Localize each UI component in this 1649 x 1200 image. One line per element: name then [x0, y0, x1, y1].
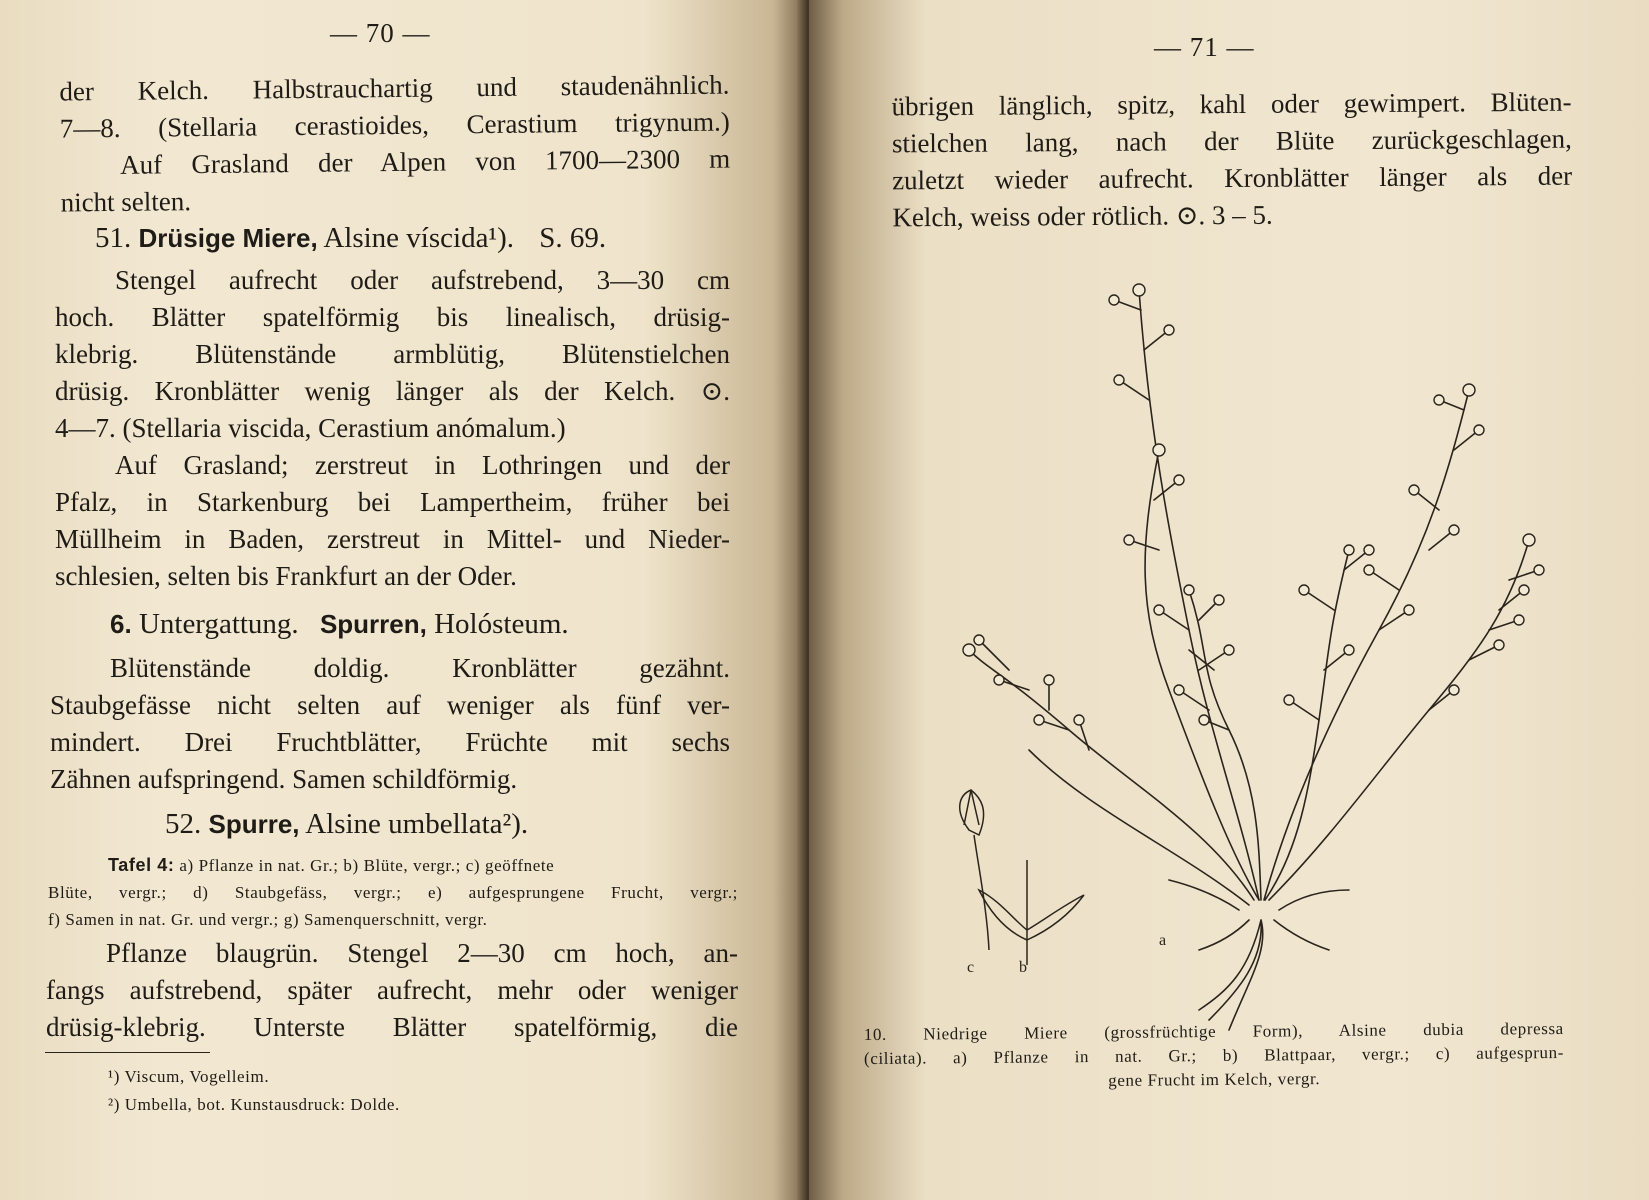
caption-line: 10. Niedrige Miere (grossfrüchtige Form), Alsine dubia depressa: [863, 1018, 1564, 1045]
plant-pedicels: [1289, 550, 1369, 720]
species-ref: S. 69.: [539, 222, 607, 254]
flower-bud: [1044, 675, 1054, 685]
footnote: ¹) Viscum, Vogelleim.: [108, 1067, 270, 1086]
flower-bud: [1109, 295, 1119, 305]
flower-bud: [1519, 585, 1529, 595]
flower-bud: [1199, 715, 1209, 725]
plant-stem: [1139, 290, 1259, 900]
tafel-label: Tafel 4:: [108, 855, 175, 875]
subgenus-name: Spurren,: [319, 609, 427, 639]
plant-stem: [1029, 750, 1249, 905]
text-line: Staubgefässe nicht selten auf weniger als fünf ver-: [50, 690, 730, 720]
text-line: fangs aufstrebend, später aufrecht, mehr oder weniger: [46, 975, 738, 1005]
species-52-heading: [165, 808, 528, 841]
flower-bud: [1174, 685, 1184, 695]
tafel-reference: [48, 852, 738, 933]
page-number-left: — 70 —: [330, 18, 431, 48]
footnote: ²) Umbella, bot. Kunstausdruck: Dolde.: [108, 1095, 400, 1114]
species-51-text: [55, 262, 730, 595]
flower-bud: [994, 675, 1004, 685]
tafel-line: Blüte, vergr.; d) Staubgefäss, vergr.; e) aufgesprungene Frucht, vergr.;: [48, 883, 738, 902]
subgenus-6-heading: [110, 608, 569, 641]
text-line: 7—8. (Stellaria cerastioides, Cerastium trigynum.): [59, 106, 730, 144]
figure-label-b: b: [1019, 959, 1027, 976]
text-line: drüsig. Kronblätter wenig länger als der Kelch. ⊙.: [55, 376, 730, 406]
text-line: nicht selten.: [60, 186, 192, 218]
flower-bud: [1344, 645, 1354, 655]
subgenus-label: Untergattung.: [138, 608, 299, 640]
text-line: zuletzt wieder aufrecht. Kronblätter länger als der: [892, 160, 1573, 196]
plant-stem: [1189, 590, 1261, 900]
flower-bud: [1364, 545, 1374, 555]
text-line: Auf Grasland der Alpen von 1700—2300 m: [120, 143, 731, 180]
species-name: Drüsige Miere,: [138, 223, 318, 253]
text-line: mindert. Drei Fruchtblätter, Früchte mit sechs: [50, 727, 730, 757]
text-line: drüsig-klebrig. Unterste Blätter spatelförmig, die: [46, 1012, 738, 1042]
plant-stem: [1265, 550, 1349, 900]
detail-fruit-calyx: [960, 790, 989, 950]
species-latin: Alsine umbellata²).: [305, 808, 529, 840]
flower-bud: [974, 635, 984, 645]
flower-bud: [1409, 485, 1419, 495]
text-line: Pflanze blaugrün. Stengel 2—30 cm hoch, an-: [106, 938, 738, 968]
flower-bud: [1449, 685, 1459, 695]
flower-bud: [1299, 585, 1309, 595]
tafel-line: f) Samen in nat. Gr. und vergr.; g) Samenquerschnitt, vergr.: [48, 910, 488, 929]
text-line: 4—7. (Stellaria viscida, Cerastium anómalum.): [55, 413, 566, 443]
flower-bud: [1364, 565, 1374, 575]
flower-bud: [1344, 545, 1354, 555]
page-number-right: — 71 —: [1154, 32, 1255, 62]
text-line: klebrig. Blütenstände armblütig, Blütenstielchen: [55, 339, 730, 369]
text-line: Blütenstände doldig. Kronblätter gezähnt.: [110, 653, 730, 683]
flower-bud: [1434, 395, 1444, 405]
text-line: schlesien, selten bis Frankfurt an der Oder.: [55, 561, 517, 591]
flower-bud: [1284, 695, 1294, 705]
left-top-text: [59, 66, 731, 221]
text-line: Pfalz, in Starkenburg bei Lampertheim, früher bei: [55, 487, 730, 517]
text-line: hoch. Blätter spatelförmig bis linealisch, drüsig-: [55, 302, 730, 332]
right-page: [809, 0, 1649, 1200]
text-line: übrigen länglich, spitz, kahl oder gewimpert. Blüten-: [891, 86, 1572, 122]
flower-bud: [1463, 384, 1475, 396]
detail-leaf-pair: [979, 860, 1084, 965]
subgenus-number: 6.: [110, 609, 132, 639]
flower-bud: [1124, 535, 1134, 545]
figure-label-a: a: [1159, 932, 1167, 949]
flower-bud: [1114, 375, 1124, 385]
tafel-line: a) Pflanze in nat. Gr.; b) Blüte, vergr.; c) geöffnete: [179, 856, 555, 875]
caption-line: gene Frucht im Kelch, vergr.: [1108, 1069, 1321, 1090]
right-top-text: [891, 84, 1572, 237]
flower-bud: [1133, 284, 1145, 296]
species-number: 51.: [95, 222, 132, 254]
flower-bud: [1034, 715, 1044, 725]
figure-caption: [864, 1017, 1565, 1095]
text-line: Zähnen aufspringend. Samen schildförmig.: [50, 764, 518, 794]
flower-bud: [1534, 565, 1544, 575]
species-51-heading: [95, 222, 606, 255]
text-line: Auf Grasland; zerstreut in Lothringen und der: [115, 450, 730, 480]
plant-stem: [1264, 390, 1469, 900]
footnotes: [108, 1063, 400, 1119]
flower-bud: [1074, 715, 1084, 725]
footnote-rule: [45, 1052, 210, 1053]
species-name: Spurre,: [208, 809, 300, 839]
flower-bud: [1523, 534, 1535, 546]
subgenus-latin: Holósteum.: [434, 608, 569, 640]
text-line: Stengel aufrecht oder aufstrebend, 3—30 cm: [115, 265, 730, 295]
plant-pedicels: [1114, 300, 1229, 710]
flower-bud: [1184, 585, 1194, 595]
subgenus-6-text: [50, 650, 730, 798]
caption-line: (ciliata). a) Pflanze in nat. Gr.; b) Blattpaar, vergr.; c) aufgesprun-: [863, 1042, 1565, 1069]
text-line: stielchen lang, nach der Blüte zurückgeschlagen,: [891, 123, 1572, 159]
flower-bud: [1224, 645, 1234, 655]
flower-bud: [1514, 615, 1524, 625]
species-number: 52.: [165, 808, 202, 840]
flower-bud: [1154, 605, 1164, 615]
flower-bud: [1474, 425, 1484, 435]
plant-illustration: [909, 250, 1589, 1040]
species-52-text: [46, 935, 738, 1046]
plant-pedicels: [1369, 400, 1479, 630]
flower-bud: [1153, 444, 1165, 456]
text-line: Kelch, weiss oder rötlich. ⊙. 3 – 5.: [892, 199, 1273, 233]
text-line: Müllheim in Baden, zerstreut in Mittel- und Nieder-: [55, 524, 730, 554]
roots: [1199, 920, 1263, 1030]
flower-bud: [1449, 525, 1459, 535]
basal-leaves: [1169, 880, 1349, 950]
flower-bud: [1164, 325, 1174, 335]
flower-bud: [1404, 605, 1414, 615]
species-latin: Alsine víscida¹).: [323, 222, 515, 254]
left-page: [0, 0, 805, 1200]
flower-bud: [1214, 595, 1224, 605]
flower-bud: [1494, 640, 1504, 650]
flower-bud: [963, 644, 975, 656]
flower-bud: [1174, 475, 1184, 485]
figure-label-c: c: [967, 959, 975, 976]
text-line: der Kelch. Halbstrauchartig und staudenähnlich.: [59, 69, 730, 107]
